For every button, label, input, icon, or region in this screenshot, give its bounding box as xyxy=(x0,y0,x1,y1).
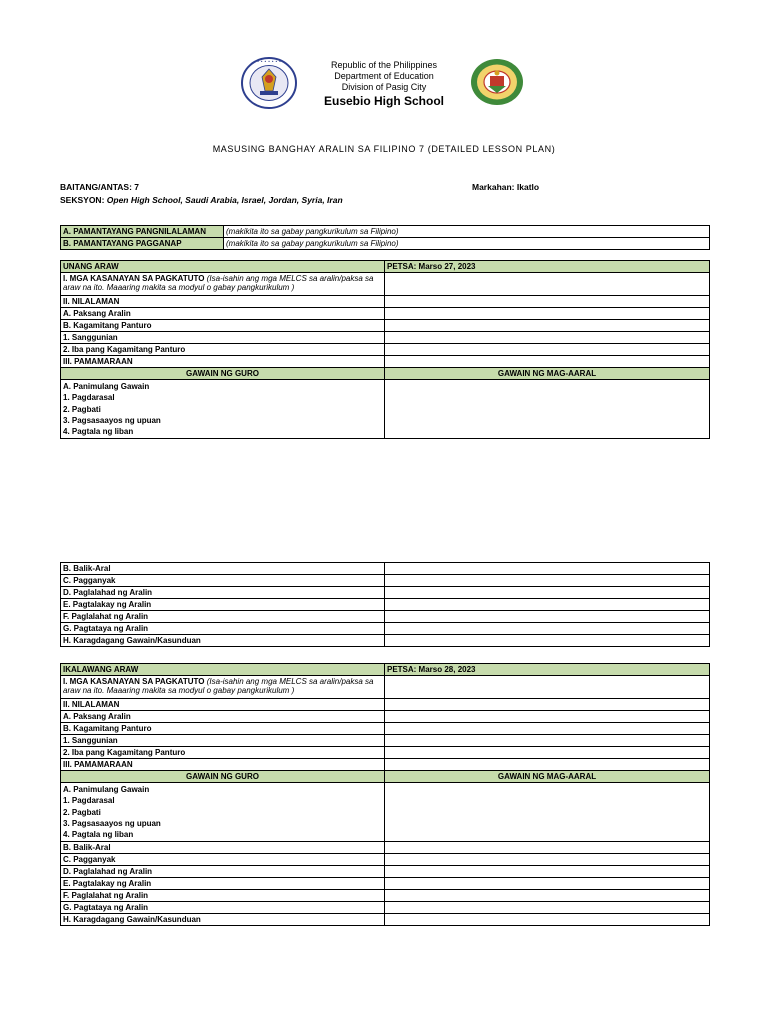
table-row-label: E. Pagtalakay ng Aralin xyxy=(61,599,385,611)
table-row-label: B. Balik-Aral xyxy=(61,842,385,854)
activity-item: A. Panimulang Gawain xyxy=(63,785,150,794)
day1-day-label: UNANG ARAW xyxy=(61,261,385,273)
school-name: Eusebio High School xyxy=(323,94,444,108)
table-row-label: II. NILALAMAN xyxy=(61,699,385,711)
lesson-plan-title: MASUSING BANGHAY ARALIN SA FILIPINO 7 (DETAILED LESSON PLAN) xyxy=(212,144,556,154)
division-line: Division of Pasig City xyxy=(341,82,427,92)
table-row-label: A. Paksang Aralin xyxy=(61,711,385,723)
teacher-header: GAWAIN NG GURO xyxy=(61,771,385,783)
table-row-label: B. Balik-Aral xyxy=(61,563,385,575)
day1-table xyxy=(60,260,710,439)
section-value: Open High School, Saudi Arabia, Israel, Jordan, Syria, Iran xyxy=(106,195,343,205)
table-row-label: 1. Sanggunian xyxy=(61,332,385,344)
objectives-note: (Isa-isahin ang mga MELCS sa aralin/paksa sa araw na ito. Maaaring makita sa modyul o gabay pangkurikulum ) xyxy=(63,677,374,695)
table-row-label: H. Karagdagang Gawain/Kasunduan xyxy=(61,914,385,926)
table-row-label: A. Paksang Aralin xyxy=(61,308,385,320)
activity-item: A. Panimulang Gawain xyxy=(63,382,150,391)
table-row-label: H. Karagdagang Gawain/Kasunduan xyxy=(61,635,385,647)
activity-item: 1. Pagdarasal xyxy=(63,393,115,403)
table-row-label: D. Paglalahad ng Aralin xyxy=(61,866,385,878)
section-line xyxy=(60,195,343,205)
standard-value: (makikita ito sa gabay pangkurikulum sa Filipino) xyxy=(226,227,399,236)
republic-line: Republic of the Philippines xyxy=(330,60,438,70)
table-row-label: II. NILALAMAN xyxy=(61,296,385,308)
objectives-note: (Isa-isahin ang mga MELCS sa aralin/paksa sa araw na ito. Maaaring makita sa modyul o gabay pangkurikulum ) xyxy=(63,274,374,292)
table-row-label: C. Pagganyak xyxy=(61,854,385,866)
table-row-label: G. Pagtataya ng Aralin xyxy=(61,902,385,914)
student-header: GAWAIN NG MAG-AARAL xyxy=(385,771,710,783)
section-label: SEKSYON: xyxy=(60,195,105,205)
standard-row xyxy=(61,238,710,250)
table-row-label: F. Paglalahat ng Aralin xyxy=(61,611,385,623)
day2-objectives-cell xyxy=(61,676,385,699)
activity-item: 4. Pagtala ng liban xyxy=(63,427,134,437)
day1-date-label: PETSA: Marso 27, 2023 xyxy=(385,261,710,273)
day1-continuation-table xyxy=(60,562,710,647)
activity-item: 3. Pagsasaayos ng upuan xyxy=(63,818,161,828)
standard-row xyxy=(61,226,710,238)
day2-date-label: PETSA: Marso 28, 2023 xyxy=(385,664,710,676)
table-row-label: III. PAMAMARAAN xyxy=(61,759,385,771)
table-row-label: F. Paglalahat ng Aralin xyxy=(61,890,385,902)
teacher-header: GAWAIN NG GURO xyxy=(61,368,385,380)
activity-item: 4. Pagtala ng liban xyxy=(63,830,134,840)
activity-item: 2. Pagbati xyxy=(63,807,101,817)
grade-label: BAITANG/ANTAS: 7 xyxy=(60,182,140,192)
standard-label: B. PAMANTAYANG PAGGANAP xyxy=(61,238,224,250)
table-row-label: C. Pagganyak xyxy=(61,575,385,587)
standard-value: (makikita ito sa gabay pangkurikulum sa Filipino) xyxy=(226,239,399,248)
table-row-label: 1. Sanggunian xyxy=(61,735,385,747)
table-row-label: B. Kagamitang Panturo xyxy=(61,723,385,735)
day2-day-label: IKALAWANG ARAW xyxy=(61,664,385,676)
table-row-label: III. PAMAMARAAN xyxy=(61,356,385,368)
table-row-label: D. Paglalahad ng Aralin xyxy=(61,587,385,599)
standards-table xyxy=(60,225,710,250)
activity-item: 3. Pagsasaayos ng upuan xyxy=(63,415,161,425)
activity-item: 2. Pagbati xyxy=(63,404,101,414)
table-row-label: 2. Iba pang Kagamitang Panturo xyxy=(61,747,385,759)
table-row-label: G. Pagtataya ng Aralin xyxy=(61,623,385,635)
day2-table xyxy=(60,663,710,926)
activity-item: 1. Pagdarasal xyxy=(63,796,115,806)
student-header: GAWAIN NG MAG-AARAL xyxy=(385,368,710,380)
table-row-label: E. Pagtalakay ng Aralin xyxy=(61,878,385,890)
objectives-label: I. MGA KASANAYAN SA PAGKATUTO xyxy=(63,677,205,686)
table-row-label: B. Kagamitang Panturo xyxy=(61,320,385,332)
table-row-label: 2. Iba pang Kagamitang Panturo xyxy=(61,344,385,356)
standard-label: A. PAMANTAYANG PANGNILALAMAN xyxy=(61,226,224,238)
activities-cell xyxy=(61,783,385,842)
activities-cell xyxy=(61,380,385,439)
quarter-label: Markahan: Ikatlo xyxy=(472,182,540,192)
day1-objectives-cell xyxy=(61,273,385,296)
svg-text:• • • • • • •: • • • • • • • xyxy=(256,59,282,64)
objectives-label: I. MGA KASANAYAN SA PAGKATUTO xyxy=(63,274,205,283)
deped-line: Department of Education xyxy=(334,71,434,81)
